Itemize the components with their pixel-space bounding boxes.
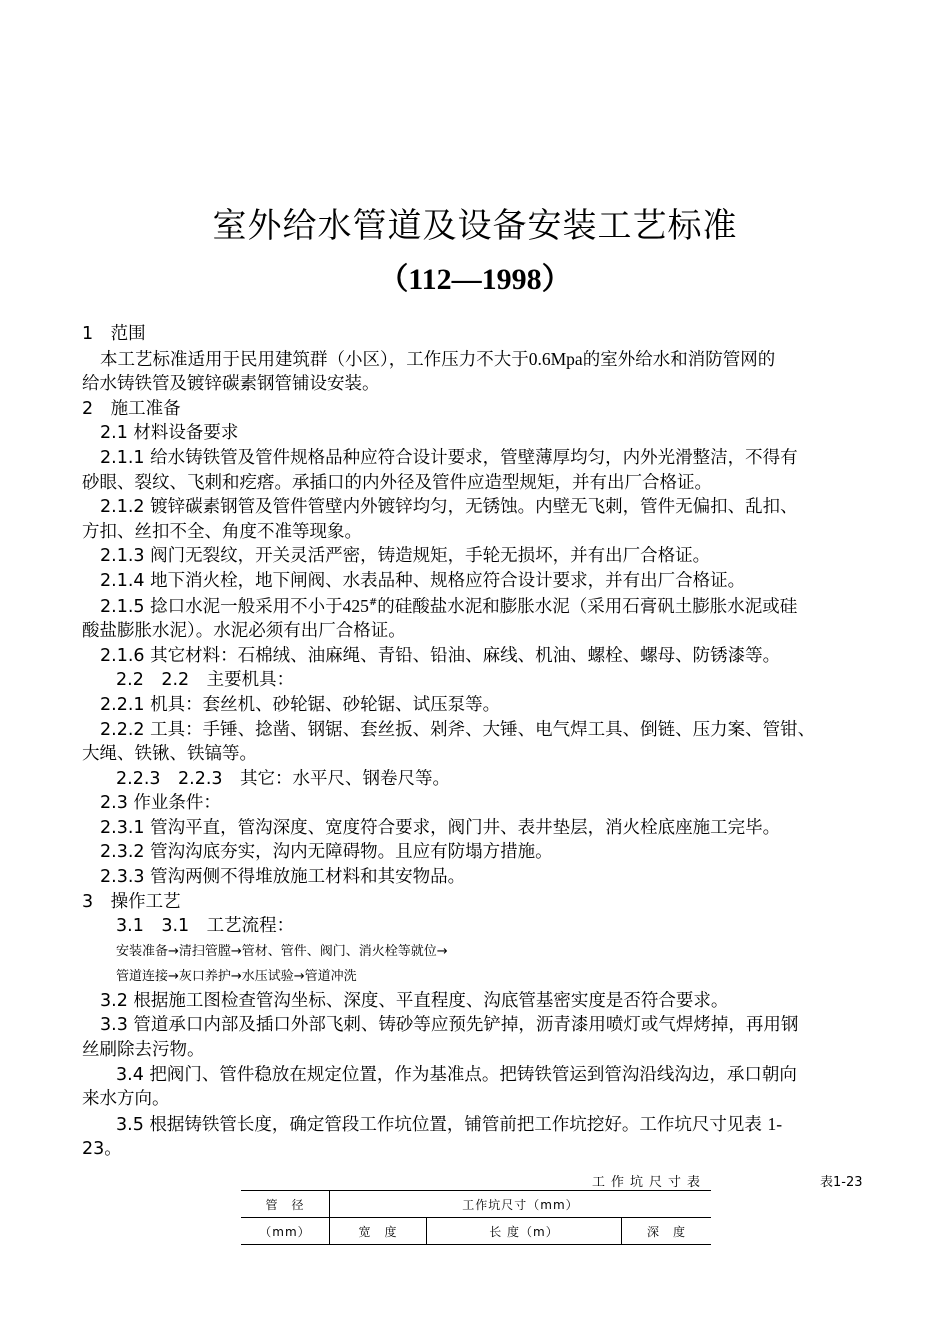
- header-pipe-diameter: 管 径: [241, 1191, 330, 1218]
- paragraph-line: 2.1.5 捻口水泥一般采用不小于425#的硅酸盐水泥和膨胀水泥（采用石膏矾土膨胀水泥或硅: [100, 595, 798, 617]
- table-header-row: [241, 1218, 711, 1245]
- page-subtitle: （112—1998）: [378, 263, 572, 296]
- paragraph-line: 2.1.3 阀门无裂纹，开关灵活严密，铸造规矩，手轮无损坏，并有出厂合格证。: [100, 546, 711, 567]
- section-heading: 1 范围: [82, 324, 146, 344]
- paragraph-line: 给水铸铁管及镀锌碳素钢管铺设安装。: [82, 374, 380, 395]
- paragraph-line: 来水方向。: [82, 1089, 170, 1110]
- process-flow-line: 管道连接→灰口养护→水压试验→管道冲洗: [116, 968, 357, 984]
- header-depth: 深 度: [622, 1218, 712, 1245]
- paragraph-line: 丝刷除去污物。: [82, 1040, 205, 1061]
- process-flow-line: 安装准备→清扫管膛→管材、管件、阀门、消火栓等就位→: [116, 943, 448, 959]
- header-unit: （mm）: [241, 1218, 330, 1245]
- paragraph-line: 3.2 根据施工图检查管沟坐标、深度、平直程度、沟底管基密实度是否符合要求。: [100, 990, 729, 1011]
- paragraph-line: 方扣、丝扣不全、角度不准等现象。: [82, 521, 362, 542]
- paragraph-line: 砂眼、裂纹、飞刺和疙瘩。承插口的内外径及管件应造型规矩，并有出厂合格证。: [82, 472, 712, 493]
- paragraph-line: 本工艺标准适用于民用建筑群（小区），工作压力不大于0.6Mpa的室外给水和消防管网的: [100, 348, 776, 370]
- paragraph-line: 3.4 把阀门、管件稳放在规定位置，作为基准点。把铸铁管运到管沟沿线沟边，承口朝向: [116, 1064, 797, 1085]
- paragraph-line: 2.1.6 其它材料：石棉绒、油麻绳、青铅、铅油、麻线、机油、螺栓、螺母、防锈漆等。: [100, 645, 781, 666]
- header-pit-size: 工作坑尺寸（mm）: [330, 1191, 712, 1218]
- page-title: 室外给水管道及设备安装工艺标准: [212, 206, 738, 246]
- paragraph-line: 2.2.3 2.2.3 其它：水平尺、钢卷尺等。: [116, 768, 451, 789]
- paragraph-line: 3.5 根据铸铁管长度，确定管段工作坑位置，铺管前把工作坑挖好。工作坑尺寸见表 1-: [116, 1113, 783, 1135]
- paragraph-line: 2.3.2 管沟沟底夯实，沟内无障碍物。且应有防塌方措施。: [100, 842, 553, 863]
- paragraph-line: 2.2.1 机具：套丝机、砂轮锯、砂轮锯、试压泵等。: [100, 694, 501, 715]
- paragraph-line: 2.1.1 给水铸铁管及管件规格品种应符合设计要求，管壁薄厚均匀，内外光滑整洁，不得有: [100, 447, 798, 468]
- paragraph-line: 3.3 管道承口内部及插口外部飞刺、铸砂等应预先铲掉，沥青漆用喷灯或气焊烤掉，再用钢: [100, 1015, 799, 1036]
- subsection-heading: 2.2 2.2 主要机具：: [116, 670, 295, 691]
- paragraph-line: 2.1.4 地下消火栓，地下闸阀、水表品种、规格应符合设计要求，并有出厂合格证。: [100, 570, 746, 591]
- paragraph-line: 大绳、铁锹、铁镐等。: [82, 744, 257, 765]
- document-body: [82, 322, 872, 1162]
- table-caption: 工作坑尺寸表: [592, 1175, 707, 1190]
- paragraph-line: 2.3.3 管沟两侧不得堆放施工材料和其安物品。: [100, 867, 466, 888]
- table-header-row: [241, 1191, 711, 1218]
- paragraph-line: 酸盐膨胀水泥）。水泥必须有出厂合格证。: [82, 621, 406, 642]
- paragraph-line: 2.2.2 工具：手锤、捻凿、钢锯、套丝扳、剁斧、大锤、电气焊工具、倒链、压力案、管钳、: [100, 719, 816, 740]
- subsection-heading: 3.1 3.1 工艺流程：: [116, 916, 295, 937]
- paragraph-line: 2.1.2 镀锌碳素钢管及管件管壁内外镀锌均匀，无锈蚀。内壁无飞刺，管件无偏扣、乱扣、: [100, 497, 798, 518]
- section-heading: 3 操作工艺: [82, 891, 181, 912]
- subsection-heading: 2.3 作业条件：: [100, 793, 221, 814]
- header-width: 宽 度: [330, 1218, 427, 1245]
- header-length: 长 度（m）: [427, 1218, 622, 1245]
- table-number: 表1-23: [820, 1175, 863, 1190]
- section-heading: 2 施工准备: [82, 398, 181, 419]
- work-pit-size-table: [241, 1190, 711, 1245]
- paragraph-line: 2.3.1 管沟平直，管沟深度、宽度符合要求，阀门井、表井垫层，消火栓底座施工完毕。: [100, 817, 781, 838]
- subsection-heading: 2.1 材料设备要求: [100, 423, 239, 444]
- paragraph-line: 23。: [82, 1139, 122, 1160]
